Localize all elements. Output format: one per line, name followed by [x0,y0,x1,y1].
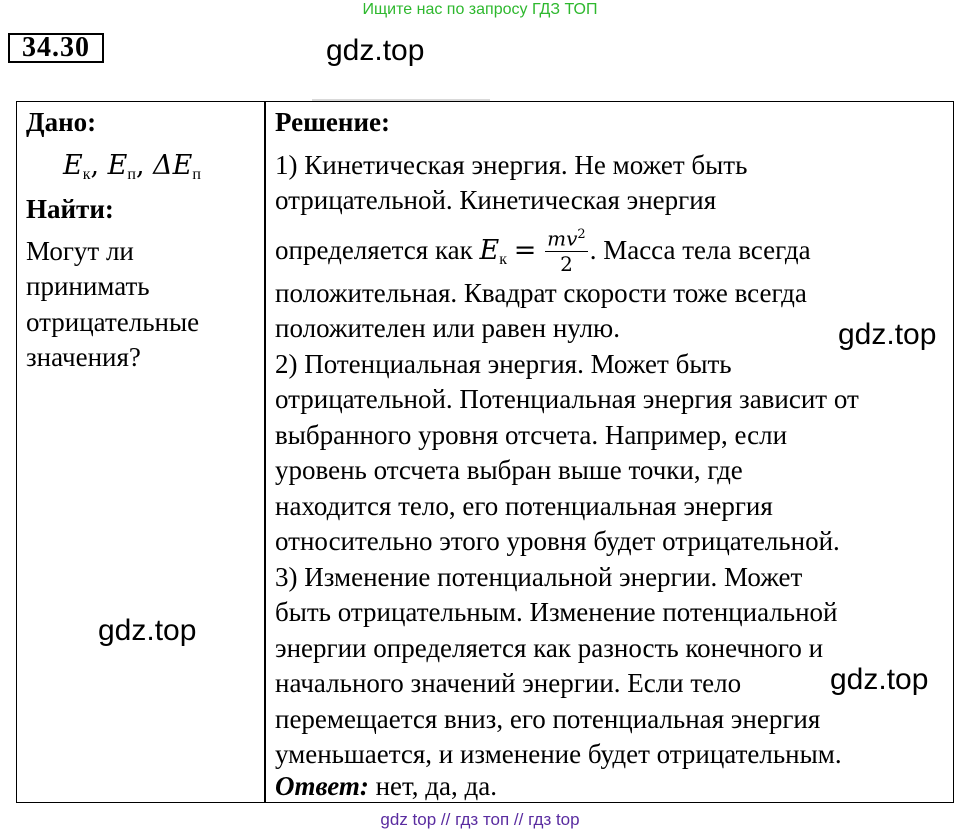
formula-lhs: E [479,235,500,267]
solution-line: энергии определяется как разность конечного и [275,633,824,663]
fraction-power: 2 [577,227,586,242]
find-line: значения? [26,342,141,372]
solution-line: 2) Потенциальная энергия. Может быть [275,349,732,379]
solution-line: положительная. Квадрат скорости тоже всегда [275,278,807,308]
column-divider [264,101,266,803]
solution-line: находится тело, его потенциальная энергия [275,491,773,521]
problem-number: 34.30 [8,33,104,63]
solution-line: быть отрицательным. Изменение потенциальной [275,597,838,627]
formula-lhs-subscript: к [499,251,508,269]
solution-line: относительно этого уровня будет отрицательной. [275,526,840,556]
fraction-numerator: mv [547,226,578,251]
fraction-denominator: 2 [560,251,573,276]
given-title: Дано: [26,107,97,137]
answer-label: Ответ: [275,771,369,801]
answer-line [275,769,497,805]
solution-line: 3) Изменение потенциальной энергии. Может [275,562,803,592]
quantity-subscript: п [192,166,201,183]
solution-title: Решение: [275,107,390,137]
formula-tail: . Масса тела всегда [589,235,811,266]
solution-line: перемещается вниз, его потенциальная энергия [275,704,821,734]
find-title: Найти: [26,194,114,224]
solution-line: начального значений энергии. Если тело [275,668,742,698]
site-label: gdz.top [326,34,425,67]
solution-line: отрицательной. Кинетическая энергия [275,185,717,215]
answer-text: нет, да, да. [368,771,498,801]
given-quantities: $E_к$, $E_п$, $\Delta E_п$ [63,150,201,183]
quantity-subscript: п [127,166,136,183]
solution-line: положителен или равен нулю. [275,313,620,343]
find-line: отрицательные [26,307,200,337]
watermark: gdz.top [98,614,197,647]
footer-banner: gdz top // гдз топ // гдз top [380,810,580,829]
kinetic-energy-fraction [545,228,588,274]
solution-line: 1) Кинетическая энергия. Не может быть [275,150,748,180]
formula-intro: определяется как [275,235,473,266]
top-banner: Ищите нас по запросу ГДЗ ТОП [362,1,598,18]
quantity-symbol: E [63,150,83,181]
solution-line: отрицательной. Потенциальная энергия зависит от [275,384,859,414]
find-line: Могут ли [26,236,134,266]
solution-line: уменьшается, и изменение будет отрицательным. [275,739,842,769]
formula-line [275,226,811,278]
solution-line: выбранного уровня отсчета. Например, если [275,420,788,450]
formula-equals: = [513,235,537,267]
quantity-symbol: E [107,150,128,181]
find-line: принимать [26,271,150,301]
watermark: gdz.top [830,663,929,696]
solution-line: уровень отсчета выбран выше точки, где [275,455,743,485]
watermark: gdz.top [838,318,937,351]
quantity-subscript: к [82,166,91,183]
quantity-symbol: ΔE [153,150,193,181]
